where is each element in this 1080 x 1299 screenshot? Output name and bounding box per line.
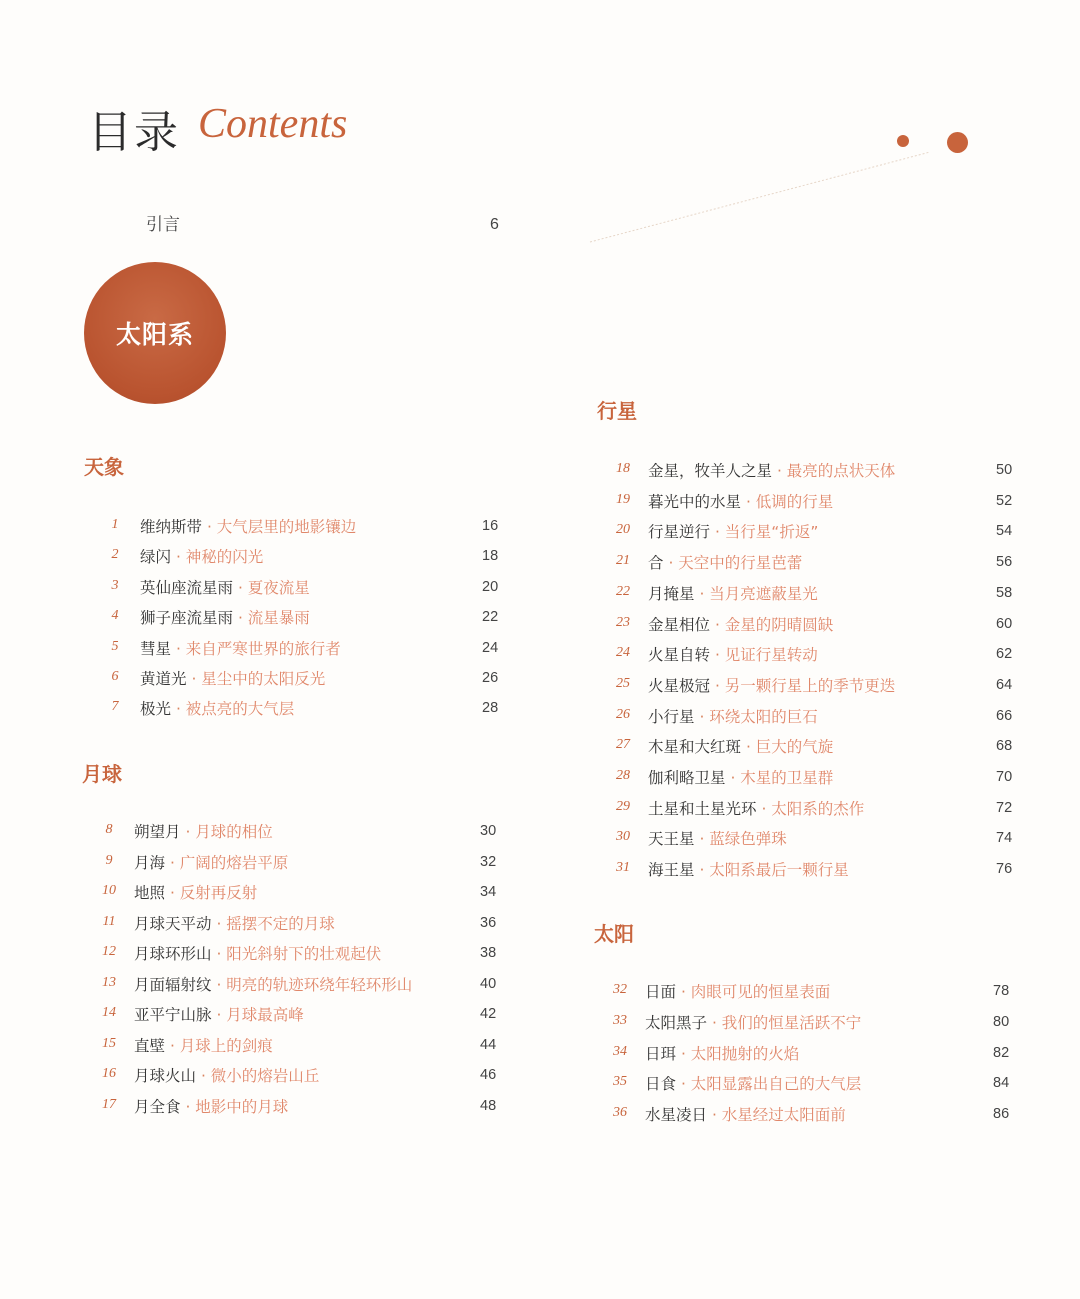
entry-separator: · — [694, 584, 710, 603]
entry-number: 16 — [102, 1066, 116, 1081]
entry-separator: · — [676, 1044, 691, 1063]
toc-entry[interactable] — [609, 1103, 1023, 1127]
toc-entry[interactable] — [98, 1034, 510, 1058]
entry-text — [134, 1095, 288, 1117]
entry-title: 月球火山 — [134, 1067, 197, 1085]
entry-subtitle: 月球的相位 — [195, 823, 273, 841]
entry-separator: · — [676, 983, 691, 1001]
entry-subtitle: 另一颗行星上的季节更迭 — [724, 676, 896, 695]
entry-number: 11 — [102, 913, 116, 929]
entry-subtitle: 太阳系的杰作 — [771, 799, 865, 818]
entry-subtitle: 太阳显露出自己的大气层 — [690, 1075, 862, 1094]
entry-text — [648, 551, 802, 573]
entry-separator: · — [710, 676, 725, 695]
entry-number: 24 — [616, 645, 630, 661]
entry-subtitle: 见证行星转动 — [724, 646, 818, 665]
entry-number: 23 — [616, 614, 630, 630]
entry-page-number: 72 — [996, 799, 1013, 816]
entry-title: 行星逆行 — [648, 523, 711, 542]
entry-subtitle: 摇摆不定的月球 — [226, 914, 335, 933]
entry-subtitle: 太阳抛射的火焰 — [690, 1044, 800, 1063]
toc-entry[interactable] — [98, 1095, 510, 1119]
entry-text — [134, 942, 381, 964]
entry-page-number: 58 — [996, 584, 1013, 601]
section-heading-yueqiu: 月球 — [82, 762, 122, 786]
entry-separator: · — [211, 914, 227, 933]
entry-number: 7 — [111, 699, 119, 715]
entry-title: 火星自转 — [648, 646, 711, 665]
entry-title: 金星，牧羊人之星 — [648, 462, 773, 480]
entry-subtitle: 木星的卫星群 — [740, 769, 834, 787]
entry-separator: · — [165, 853, 180, 872]
entry-subtitle: 最亮的点状天体 — [786, 462, 896, 480]
entry-number: 21 — [616, 553, 630, 569]
entry-number: 26 — [616, 706, 630, 722]
entry-subtitle: 广阔的熔岩平原 — [179, 853, 289, 872]
entry-text — [140, 606, 310, 628]
entry-number: 15 — [102, 1035, 116, 1051]
entry-number: 19 — [616, 491, 630, 507]
entry-subtitle: 巨大的气旋 — [755, 738, 834, 757]
toc-entry[interactable] — [612, 766, 1026, 790]
entry-number: 6 — [111, 669, 119, 684]
entry-title: 月全食 — [134, 1097, 181, 1116]
solar-system-badge-label: 太阳系 — [115, 320, 194, 349]
toc-entry[interactable] — [612, 613, 1026, 637]
entry-separator: · — [196, 1067, 211, 1085]
entry-subtitle: 大气层里的地影镶边 — [216, 518, 357, 536]
intro-page-number: 6 — [490, 216, 499, 233]
entry-text — [648, 735, 833, 757]
entry-separator: · — [180, 1097, 196, 1116]
entry-title: 狮子座流星雨 — [140, 609, 234, 628]
entry-separator: · — [725, 769, 741, 787]
entry-text — [140, 545, 263, 567]
entry-subtitle: 夏夜流星 — [247, 578, 310, 597]
section-heading-xingxing: 行星 — [597, 399, 637, 423]
entry-number: 29 — [616, 798, 630, 814]
entry-title: 绿闪 — [140, 548, 172, 567]
toc-entry[interactable] — [104, 576, 512, 600]
entry-text — [648, 459, 895, 481]
entry-title: 太阳黑子 — [645, 1013, 708, 1032]
entry-number: 18 — [616, 461, 630, 476]
entry-subtitle: 当月亮遮蔽星光 — [709, 584, 818, 603]
entry-subtitle: 微小的熔岩山丘 — [210, 1067, 320, 1085]
entry-subtitle: 星尘中的太阳反光 — [201, 670, 326, 688]
decorative-dot-small — [897, 135, 909, 147]
entry-page-number: 82 — [993, 1044, 1010, 1061]
entry-title: 彗星 — [140, 639, 172, 658]
entry-page-number: 22 — [482, 609, 499, 626]
toc-entry[interactable] — [104, 667, 512, 691]
entry-subtitle: 肉眼可见的恒星表面 — [690, 983, 831, 1001]
entry-separator: · — [772, 462, 787, 480]
entry-text — [645, 1103, 846, 1125]
entry-subtitle: 阳光斜射下的壮观起伏 — [226, 945, 382, 963]
entry-text — [140, 637, 341, 659]
entry-separator: · — [694, 830, 710, 849]
entry-page-number: 26 — [482, 670, 499, 686]
toc-entry[interactable] — [98, 973, 510, 997]
entry-title: 小行星 — [648, 707, 695, 726]
entry-page-number: 44 — [480, 1036, 497, 1053]
entry-title: 黄道光 — [140, 670, 187, 688]
entry-page-number: 18 — [482, 548, 499, 565]
entry-number: 33 — [613, 1012, 627, 1028]
entry-separator: · — [710, 615, 725, 634]
entry-number: 30 — [616, 829, 630, 845]
entry-subtitle: 明亮的轨迹环绕年轻环形山 — [226, 975, 413, 994]
entry-separator: · — [233, 609, 248, 628]
entry-page-number: 28 — [482, 700, 499, 717]
entry-page-number: 70 — [996, 769, 1013, 785]
entry-title: 金星相位 — [648, 615, 711, 634]
entry-title: 月球天平动 — [134, 914, 212, 933]
entry-text — [134, 1034, 273, 1056]
entry-title: 极光 — [140, 700, 172, 719]
section-heading-taiyang: 太阳 — [594, 922, 634, 946]
toc-entry[interactable] — [612, 582, 1026, 606]
entry-page-number: 46 — [480, 1067, 497, 1083]
entry-number: 32 — [613, 982, 627, 997]
entry-title: 月面辐射纹 — [134, 975, 212, 994]
entry-page-number: 48 — [480, 1097, 497, 1114]
entry-subtitle: 月球上的剑痕 — [179, 1036, 273, 1055]
entry-text — [134, 881, 257, 903]
section-heading-tianxiang: 天象 — [84, 455, 124, 479]
entry-number: 35 — [613, 1074, 627, 1090]
entry-page-number: 78 — [993, 983, 1010, 999]
entry-title: 月球环形山 — [134, 945, 212, 963]
entry-text — [140, 667, 325, 689]
entry-subtitle: 当行星“折返” — [724, 523, 819, 542]
entry-title: 亚平宁山脉 — [134, 1006, 212, 1024]
entry-number: 28 — [616, 768, 630, 783]
entry-title: 天王星 — [648, 830, 695, 849]
toc-entry[interactable] — [612, 858, 1026, 882]
entry-separator: · — [694, 861, 710, 880]
entry-page-number: 80 — [993, 1013, 1010, 1030]
entry-number: 36 — [613, 1105, 627, 1121]
entry-text — [645, 1072, 861, 1094]
entry-number: 4 — [111, 608, 119, 624]
entry-title: 火星极冠 — [648, 676, 711, 695]
entry-number: 3 — [111, 577, 119, 593]
entry-page-number: 36 — [480, 914, 497, 931]
toc-entry[interactable] — [98, 851, 510, 875]
entry-separator: · — [710, 646, 725, 665]
toc-entry[interactable] — [612, 705, 1026, 729]
entry-text — [134, 1064, 319, 1086]
toc-entry[interactable] — [612, 551, 1026, 575]
entry-text — [645, 1042, 799, 1064]
entry-number: 5 — [111, 638, 119, 654]
toc-entry[interactable] — [104, 697, 512, 721]
entry-number: 34 — [613, 1043, 627, 1059]
entry-subtitle: 环绕太阳的巨石 — [709, 707, 818, 726]
entry-page-number: 38 — [480, 945, 497, 961]
entry-page-number: 30 — [480, 823, 497, 839]
entry-subtitle: 低调的行星 — [755, 492, 834, 511]
entry-number: 17 — [102, 1096, 116, 1112]
entry-number: 13 — [102, 974, 116, 990]
entry-title: 暮光中的水星 — [648, 492, 742, 511]
entry-text — [134, 820, 273, 842]
entry-text — [648, 858, 849, 880]
entry-page-number: 52 — [996, 492, 1013, 509]
toc-entry[interactable] — [609, 980, 1023, 1004]
toc-entry[interactable] — [612, 797, 1026, 821]
entry-separator: · — [211, 975, 227, 994]
entry-text — [645, 980, 830, 1002]
entry-title: 日食 — [645, 1075, 677, 1094]
entry-text — [648, 827, 787, 849]
entry-title: 月掩星 — [648, 584, 695, 603]
toc-entry[interactable] — [612, 643, 1026, 667]
entry-text — [140, 697, 294, 719]
entry-separator: · — [707, 1106, 722, 1125]
toc-entry[interactable] — [98, 881, 510, 905]
entry-separator: · — [186, 670, 202, 688]
page-title-chinese: 目录 — [88, 107, 180, 158]
entry-subtitle: 月球最高峰 — [226, 1006, 304, 1024]
entry-text — [645, 1011, 861, 1033]
entry-separator: · — [171, 700, 186, 719]
entry-title: 日珥 — [645, 1044, 677, 1063]
entry-separator: · — [710, 523, 725, 542]
toc-entry[interactable] — [98, 1003, 510, 1027]
entry-title: 海王星 — [648, 861, 695, 880]
toc-entry[interactable] — [98, 1064, 510, 1088]
entry-separator: · — [233, 578, 248, 597]
entry-number: 27 — [616, 737, 630, 753]
entry-page-number: 20 — [482, 578, 499, 595]
entry-separator: · — [663, 554, 679, 573]
entry-page-number: 24 — [482, 639, 499, 656]
entry-separator: · — [165, 884, 180, 902]
entry-subtitle: 反射再反射 — [179, 884, 258, 902]
entry-separator: · — [180, 823, 196, 841]
entry-number: 14 — [102, 1005, 116, 1020]
decorative-dot-large — [947, 132, 968, 153]
entry-text — [648, 766, 833, 788]
entry-subtitle: 蓝绿色弹珠 — [709, 830, 787, 849]
entry-title: 日面 — [645, 983, 677, 1001]
entry-subtitle: 金星的阴晴圆缺 — [724, 615, 834, 634]
entry-page-number: 40 — [480, 975, 497, 992]
entry-number: 31 — [616, 860, 630, 876]
entry-text — [648, 643, 818, 665]
entry-title: 伽利略卫星 — [648, 769, 726, 787]
toc-entry[interactable] — [104, 637, 512, 661]
entry-text — [140, 515, 356, 537]
entry-subtitle: 地影中的月球 — [195, 1097, 289, 1116]
entry-number: 8 — [105, 822, 113, 837]
entry-separator: · — [741, 492, 756, 511]
entry-page-number: 32 — [480, 853, 497, 870]
toc-entry[interactable] — [104, 545, 512, 569]
entry-page-number: 62 — [996, 646, 1013, 663]
entry-title: 土星和土星光环 — [648, 799, 757, 818]
entry-number: 22 — [616, 583, 630, 599]
entry-separator: · — [165, 1036, 180, 1055]
entry-number: 12 — [102, 944, 116, 959]
toc-entry[interactable] — [612, 735, 1026, 759]
entry-subtitle: 我们的恒星活跃不宁 — [721, 1013, 862, 1032]
entry-number: 9 — [105, 852, 113, 868]
entry-text — [134, 912, 335, 934]
toc-entry[interactable] — [98, 820, 510, 844]
entry-separator: · — [171, 639, 186, 658]
entry-page-number: 66 — [996, 707, 1013, 724]
entry-separator: · — [211, 1006, 227, 1024]
toc-entry[interactable] — [612, 520, 1026, 544]
entry-text — [134, 973, 412, 995]
entry-page-number: 84 — [993, 1075, 1010, 1092]
entry-title: 合 — [648, 554, 664, 573]
toc-entry[interactable] — [98, 912, 510, 936]
entry-title: 直壁 — [134, 1036, 166, 1055]
entry-title: 地照 — [134, 884, 166, 902]
entry-separator: · — [741, 738, 756, 757]
toc-entry[interactable] — [612, 827, 1026, 851]
toc-entry[interactable] — [104, 606, 512, 630]
entry-page-number: 34 — [480, 884, 497, 900]
toc-entry[interactable] — [609, 1042, 1023, 1066]
entry-title: 朔望月 — [134, 823, 181, 841]
entry-subtitle: 太阳系最后一颗行星 — [709, 861, 849, 880]
solar-system-badge — [84, 262, 226, 404]
entry-separator: · — [676, 1075, 691, 1094]
entry-number: 1 — [111, 517, 119, 532]
toc-entry[interactable] — [98, 942, 510, 966]
entry-text — [648, 705, 818, 727]
entry-page-number: 16 — [482, 518, 499, 534]
entry-separator: · — [756, 799, 772, 818]
entry-separator: · — [694, 707, 710, 726]
toc-entry[interactable] — [612, 674, 1026, 698]
entry-text — [140, 576, 310, 598]
entry-text — [648, 520, 818, 542]
entry-page-number: 76 — [996, 861, 1013, 878]
intro-label[interactable]: 引言 — [146, 215, 180, 235]
entry-title: 维纳斯带 — [140, 518, 203, 536]
toc-entry[interactable] — [104, 515, 512, 539]
page-title-english: Contents — [198, 101, 348, 147]
entry-subtitle: 水星经过太阳面前 — [721, 1106, 846, 1125]
entry-text — [648, 490, 833, 512]
entry-page-number: 64 — [996, 676, 1013, 693]
toc-entry[interactable] — [609, 1011, 1023, 1035]
entry-page-number: 86 — [993, 1106, 1010, 1123]
entry-subtitle: 流星暴雨 — [247, 609, 310, 628]
entry-page-number: 50 — [996, 462, 1013, 478]
entry-number: 10 — [102, 883, 116, 898]
entry-text — [648, 582, 818, 604]
entry-subtitle: 来自严寒世界的旅行者 — [185, 639, 341, 658]
entry-number: 20 — [616, 522, 630, 538]
entry-page-number: 54 — [996, 523, 1013, 540]
entry-text — [134, 1003, 304, 1025]
entry-number: 25 — [616, 675, 630, 691]
entry-separator: · — [211, 945, 227, 963]
entry-subtitle: 神秘的闪光 — [185, 548, 264, 567]
entry-separator: · — [171, 548, 186, 567]
entry-page-number: 74 — [996, 830, 1013, 847]
entry-title: 英仙座流星雨 — [140, 578, 234, 597]
entry-number: 2 — [111, 547, 119, 563]
entry-title: 水星凌日 — [645, 1106, 708, 1125]
entry-text — [648, 613, 833, 635]
toc-entry[interactable] — [612, 459, 1026, 483]
entry-subtitle: 被点亮的大气层 — [185, 700, 295, 719]
entry-page-number: 68 — [996, 738, 1013, 755]
entry-title: 木星和大红斑 — [648, 738, 742, 757]
toc-entry[interactable] — [612, 490, 1026, 514]
entry-text — [648, 674, 895, 696]
entry-page-number: 56 — [996, 554, 1013, 571]
entry-separator: · — [202, 518, 217, 536]
entry-title: 月海 — [134, 853, 166, 872]
toc-entry[interactable] — [609, 1072, 1023, 1096]
entry-page-number: 60 — [996, 615, 1013, 632]
entry-text — [134, 851, 288, 873]
entry-separator: · — [707, 1013, 722, 1032]
entry-text — [648, 797, 864, 819]
entry-subtitle: 天空中的行星芭蕾 — [678, 554, 803, 573]
entry-page-number: 42 — [480, 1006, 497, 1022]
